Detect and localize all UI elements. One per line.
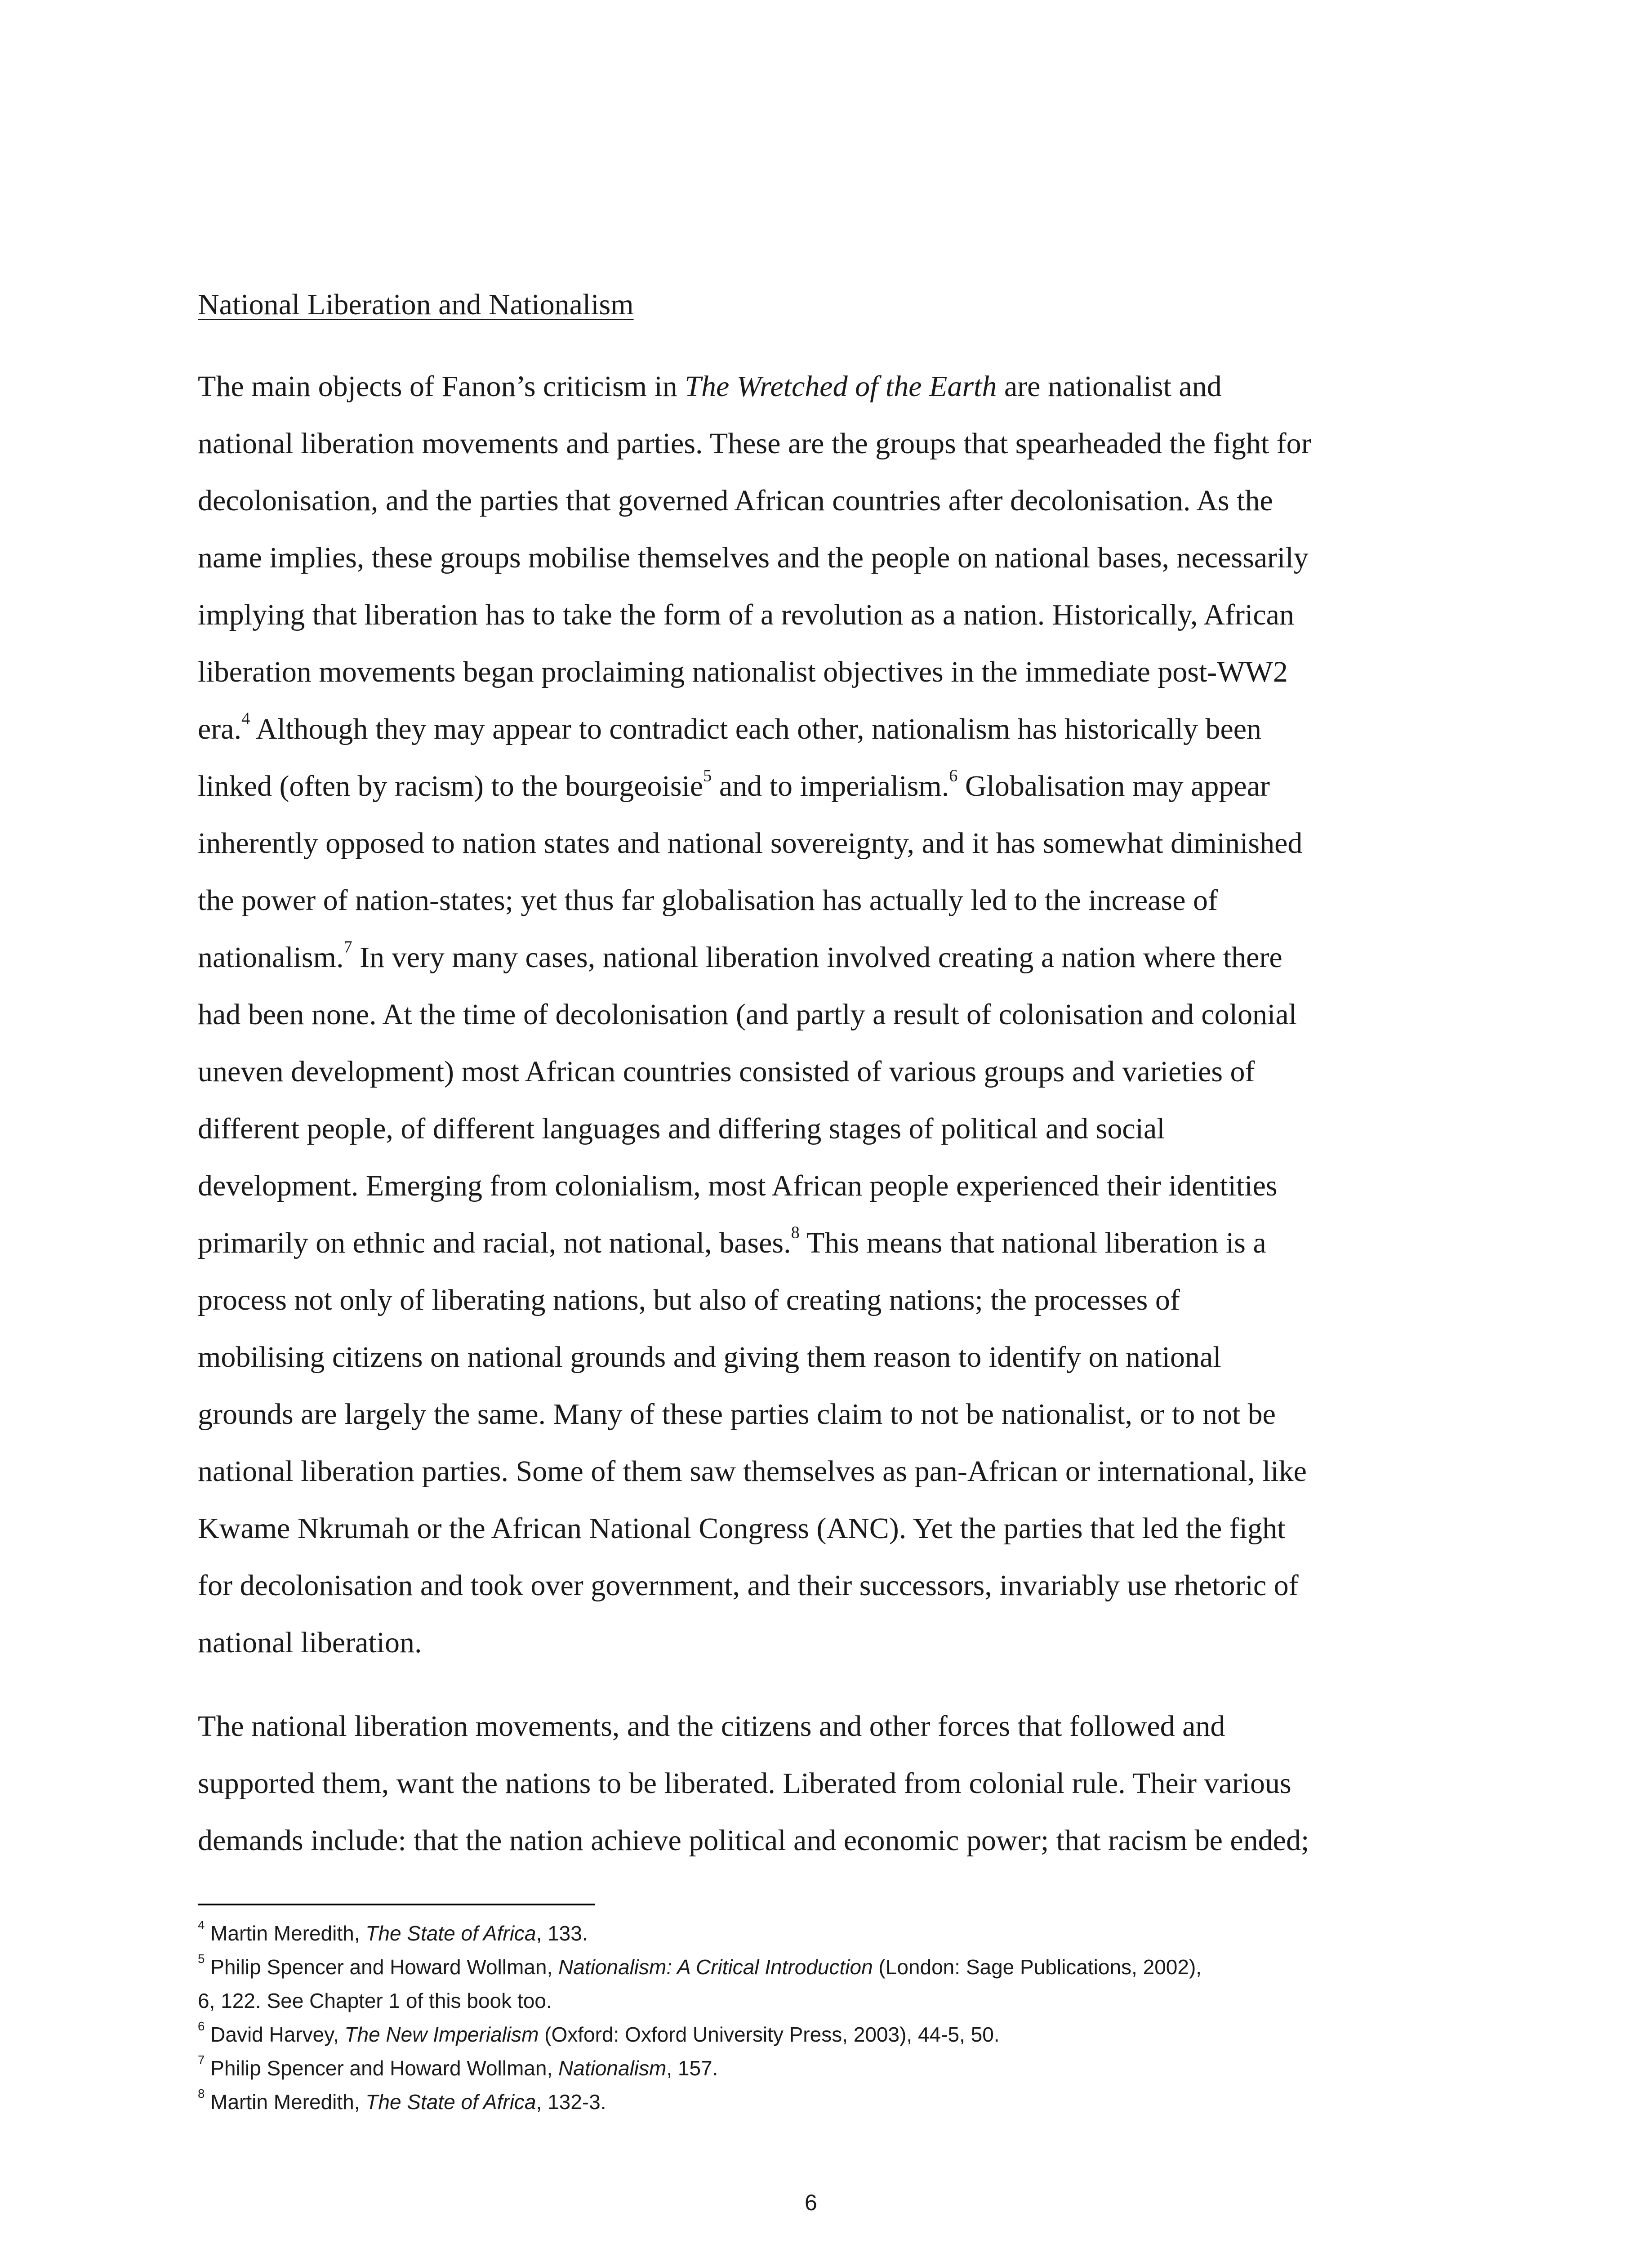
body-line	[198, 937, 1282, 976]
footnote-title: The State of Africa	[365, 1922, 536, 1945]
section-heading: National Liberation and Nationalism	[198, 288, 634, 321]
footnote-title: Nationalism: A Critical Introduction	[558, 1955, 873, 1979]
body-line: mobilising citizens on national grounds and giving them reason to identify on national	[198, 1341, 1221, 1374]
body-line: inherently opposed to nation states and national sovereignty, and it has somewhat diminished	[198, 827, 1303, 860]
footnote-separator	[198, 1904, 595, 1905]
footnote-text: Martin Meredith,	[205, 2090, 366, 2114]
body-line: liberation movements began proclaiming nationalist objectives in the immediate post-WW2	[198, 656, 1288, 688]
body-text: The main objects of Fanon’s criticism in	[198, 370, 685, 403]
footnote-7	[198, 2055, 718, 2082]
footnote-5-continued: 6, 122. See Chapter 1 of this book too.	[198, 1989, 552, 2012]
footnote-8	[198, 2088, 606, 2115]
body-line: development. Emerging from colonialism, most African people experienced their identities	[198, 1169, 1278, 1202]
book-title: The Wretched of the Earth	[685, 370, 997, 403]
footnote-text: , 132-3.	[536, 2090, 606, 2114]
footnote-text: , 133.	[536, 1922, 588, 1945]
body-line	[198, 711, 1261, 747]
footnote-ref[interactable]: 7	[343, 937, 352, 957]
footnote-5	[198, 1954, 1202, 1980]
footnote-ref[interactable]: 4	[241, 709, 250, 728]
body-line: national liberation movements and parties. These are the groups that spearheaded the fight for	[198, 427, 1311, 460]
body-line: national liberation.	[198, 1626, 422, 1659]
body-text: Globalisation may appear	[957, 770, 1270, 803]
body-text: are nationalist and	[997, 370, 1222, 403]
body-line: for decolonisation and took over government, and their successors, invariably use rhetoric of	[198, 1569, 1299, 1602]
body-text: nationalism.	[198, 941, 344, 974]
footnote-6	[198, 2021, 1000, 2048]
footnote-number: 5	[198, 1952, 205, 1966]
body-text: Although they may appear to contradict each other, nationalism has historically been	[250, 713, 1262, 745]
body-line: decolonisation, and the parties that governed African countries after decolonisation. As the	[198, 484, 1273, 517]
body-line: uneven development) most African countries consisted of various groups and varieties of	[198, 1055, 1255, 1088]
footnote-ref[interactable]: 6	[949, 766, 958, 785]
body-line: process not only of liberating nations, but also of creating nations; the processes of	[198, 1284, 1180, 1316]
footnote-number: 4	[198, 1918, 205, 1932]
body-text: linked (often by racism) to the bourgeoisie	[198, 770, 704, 803]
body-text: primarily on ethnic and racial, not national, bases.	[198, 1227, 791, 1259]
footnote-text: Philip Spencer and Howard Wollman,	[205, 2056, 559, 2080]
body-line: The national liberation movements, and the citizens and other forces that followed and	[198, 1710, 1225, 1743]
body-line: had been none. At the time of decolonisation (and partly a result of colonisation and colonial	[198, 998, 1297, 1031]
footnote-ref[interactable]: 5	[703, 766, 712, 785]
body-text: and to imperialism.	[712, 770, 949, 803]
body-line	[198, 369, 1222, 405]
body-line: different people, of different languages and differing stages of political and social	[198, 1112, 1165, 1145]
footnote-ref[interactable]: 8	[791, 1223, 800, 1242]
body-line: demands include: that the nation achieve political and economic power; that racism be ended;	[198, 1824, 1309, 1857]
footnote-text: Martin Meredith,	[205, 1922, 366, 1945]
footnote-text: (London: Sage Publications, 2002),	[873, 1955, 1202, 1979]
body-line	[198, 768, 1270, 804]
footnote-text: David Harvey,	[205, 2023, 345, 2046]
footnote-text: , 157.	[666, 2056, 718, 2080]
body-line: Kwame Nkrumah or the African National Congress (ANC). Yet the parties that led the fight	[198, 1512, 1286, 1545]
footnote-title: The State of Africa	[365, 2090, 536, 2114]
body-text: In very many cases, national liberation involved creating a nation where there	[352, 941, 1282, 974]
footnote-number: 8	[198, 2087, 205, 2101]
footnote-number: 6	[198, 2019, 205, 2034]
footnote-4	[198, 1920, 588, 1947]
footnote-text: (Oxford: Oxford University Press, 2003), 44-5, 50.	[539, 2023, 1000, 2046]
body-text: This means that national liberation is a	[799, 1227, 1266, 1259]
page-number: 6	[805, 2190, 817, 2215]
footnote-number: 7	[198, 2053, 205, 2067]
footnote-title: The New Imperialism	[344, 2023, 539, 2046]
body-line: implying that liberation has to take the form of a revolution as a nation. Historically, African	[198, 598, 1294, 631]
footnote-title: Nationalism	[558, 2056, 667, 2080]
body-line: supported them, want the nations to be liberated. Liberated from colonial rule. Their various	[198, 1767, 1291, 1800]
footnote-text: Philip Spencer and Howard Wollman,	[205, 1955, 559, 1979]
body-line: the power of nation-states; yet thus far globalisation has actually led to the increase of	[198, 884, 1218, 917]
body-line	[198, 1225, 1266, 1261]
body-text: era.	[198, 713, 242, 745]
body-line: grounds are largely the same. Many of these parties claim to not be nationalist, or to not be	[198, 1398, 1276, 1431]
body-line: name implies, these groups mobilise themselves and the people on national bases, necessarily	[198, 541, 1309, 574]
body-line: national liberation parties. Some of them saw themselves as pan-African or international, like	[198, 1455, 1307, 1488]
